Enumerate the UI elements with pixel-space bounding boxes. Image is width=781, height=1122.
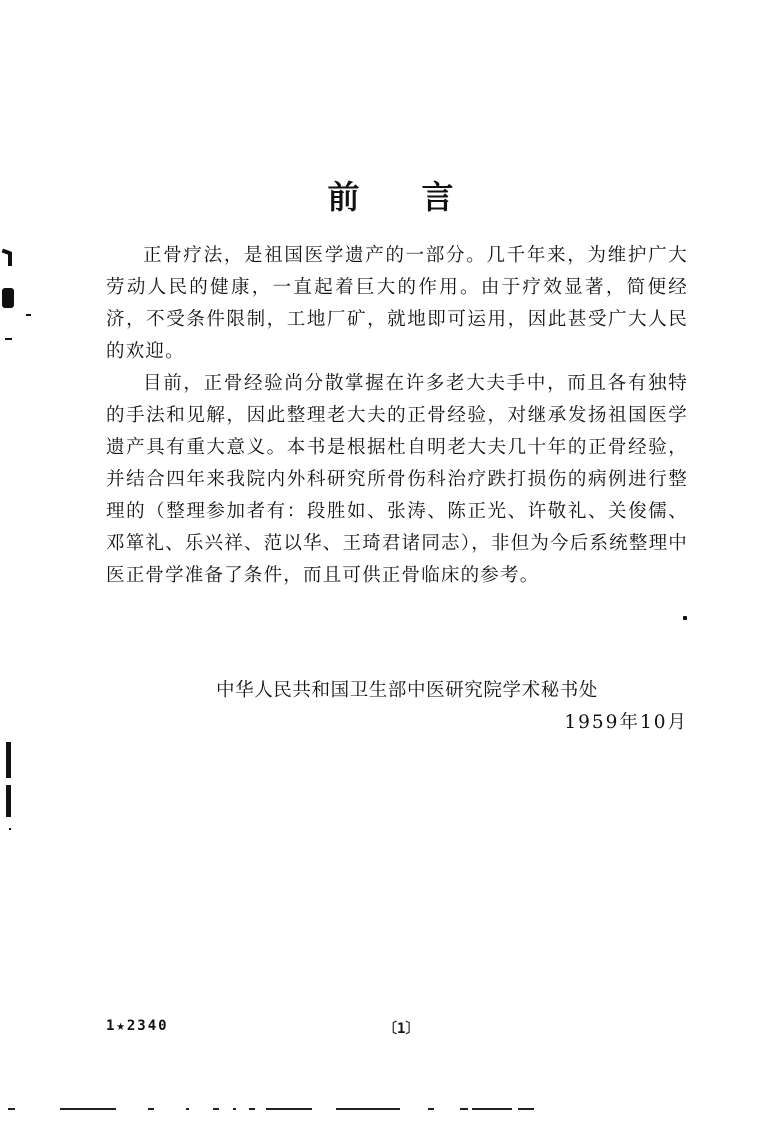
page-title xyxy=(0,172,781,218)
dot-mark xyxy=(683,616,687,620)
page-number: 〔1〕 xyxy=(383,1021,420,1037)
title-char-1: 前 xyxy=(327,178,360,216)
title-char-2: 言 xyxy=(421,178,454,216)
signature-organization: 中华人民共和国卫生部中医研究院学术秘书处 xyxy=(216,680,599,701)
paragraph-1: 正骨疗法，是祖国医学遗产的一部分。几千年来，为维护广大劳动人民的健康，一直起着巨大的作用。由于疗效显著，简便经济，不受条件限制，工地厂矿，就地即可运用，因此甚受广大人民的欢迎。 xyxy=(106,245,688,362)
preface-body xyxy=(106,240,688,592)
print-code: 1★2340 xyxy=(106,1018,169,1034)
signature-date: 1959年10月 xyxy=(564,712,688,733)
signature-block xyxy=(216,675,688,739)
scan-bottom-edge xyxy=(0,1108,781,1110)
paragraph-2: 目前，正骨经验尚分散掌握在许多老大夫手中，而且各有独特的手法和见解，因此整理老大夫的正骨经验，对继承发扬祖国医学遗产具有重大意义。本书是根据杜自明老大夫几十年的正骨经验，并结合四年来我院内外科研究所骨伤科治疗跌打损伤的病例进行整理的（整理参加者有：段胜如、张涛、陈正光、许敬礼、关俊儒、邓箪礼、乐兴祥、范以华、王琦君诸同志），非但为今后系统整理中医正骨学准备了条件，而且可供正骨临床的参考。 xyxy=(106,373,688,586)
